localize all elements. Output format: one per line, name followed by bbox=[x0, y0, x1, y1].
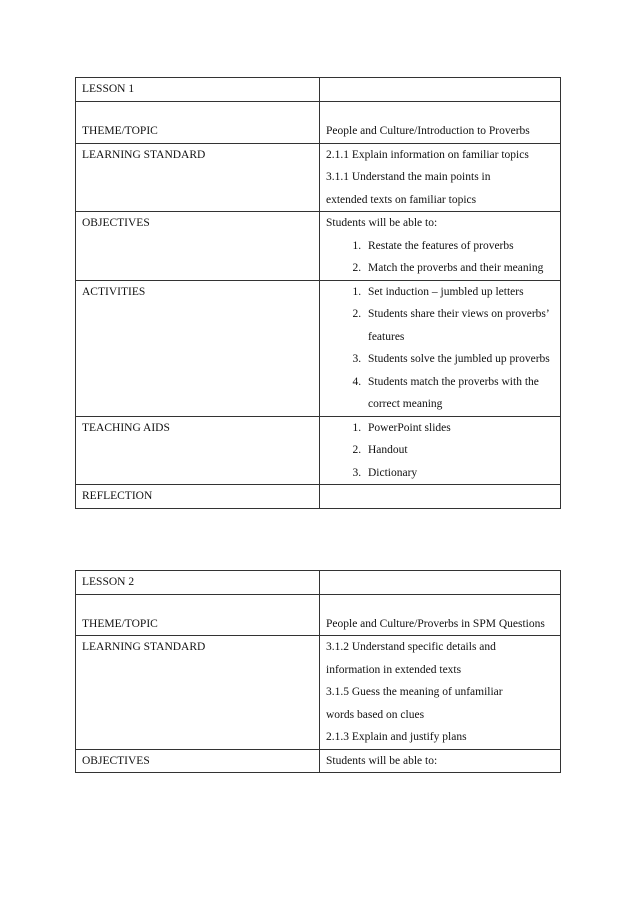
table-row bbox=[76, 212, 561, 281]
objectives-value bbox=[320, 212, 561, 281]
teaching-aids-label: TEACHING AIDS bbox=[76, 416, 320, 485]
objectives-list bbox=[326, 235, 554, 280]
lesson-title-value bbox=[320, 78, 561, 102]
reflection-value bbox=[320, 485, 561, 509]
table-row bbox=[76, 101, 561, 143]
theme-label: THEME/TOPIC bbox=[76, 101, 320, 143]
table-row bbox=[76, 416, 561, 485]
activities-value bbox=[320, 280, 561, 416]
list-item: 2. Students share their views on proverbs’ features bbox=[364, 303, 554, 348]
reflection-label: REFLECTION bbox=[76, 485, 320, 509]
learning-standard-value bbox=[320, 143, 561, 212]
activities-list bbox=[326, 281, 554, 416]
standard-line: 3.1.2 Understand specific details and bbox=[326, 641, 496, 653]
learning-standard-label: LEARNING STANDARD bbox=[76, 636, 320, 750]
table-row bbox=[76, 571, 561, 595]
table-row bbox=[76, 485, 561, 509]
theme-value: People and Culture/Proverbs in SPM Questions bbox=[320, 594, 561, 636]
table-row bbox=[76, 143, 561, 212]
lesson-title-value bbox=[320, 571, 561, 595]
theme-value: People and Culture/Introduction to Proverbs bbox=[320, 101, 561, 143]
lesson-title: LESSON 1 bbox=[76, 78, 320, 102]
lesson-2-table bbox=[75, 570, 561, 773]
list-item: 2. Match the proverbs and their meaning bbox=[364, 257, 554, 280]
learning-standard-value bbox=[320, 636, 561, 750]
objectives-value: Students will be able to: bbox=[320, 749, 561, 773]
list-item: 1. Set induction – jumbled up letters bbox=[364, 281, 554, 304]
standard-line: words based on clues bbox=[326, 708, 425, 721]
list-item: 1. PowerPoint slides bbox=[364, 417, 554, 440]
table-row bbox=[76, 749, 561, 773]
objectives-label: OBJECTIVES bbox=[76, 212, 320, 281]
table-row bbox=[76, 280, 561, 416]
standard-line: 2.1.1 Explain information on familiar topics bbox=[326, 148, 529, 161]
table-row bbox=[76, 78, 561, 102]
lesson-title: LESSON 2 bbox=[76, 571, 320, 595]
teaching-aids-value bbox=[320, 416, 561, 485]
activities-label: ACTIVITIES bbox=[76, 280, 320, 416]
table-row bbox=[76, 594, 561, 636]
list-item: 3. Dictionary bbox=[364, 462, 554, 485]
theme-label: THEME/TOPIC bbox=[76, 594, 320, 636]
learning-standard-label: LEARNING STANDARD bbox=[76, 143, 320, 212]
standard-line: 3.1.5 Guess the meaning of unfamiliar bbox=[326, 686, 503, 698]
table-row bbox=[76, 636, 561, 750]
standard-line: extended texts on familiar topics bbox=[326, 193, 477, 206]
standard-line: information in extended texts bbox=[326, 663, 462, 676]
lesson-1-table bbox=[75, 77, 561, 509]
list-item: 3. Students solve the jumbled up proverbs bbox=[364, 348, 554, 371]
standard-line: 3.1.1 Understand the main points in bbox=[326, 171, 491, 183]
teaching-aids-list bbox=[326, 417, 554, 485]
list-item: 1. Restate the features of proverbs bbox=[364, 235, 554, 258]
objectives-label: OBJECTIVES bbox=[76, 749, 320, 773]
objectives-intro: Students will be able to: bbox=[326, 217, 438, 229]
list-item: 2. Handout bbox=[364, 439, 554, 462]
standard-line: 2.1.3 Explain and justify plans bbox=[326, 731, 467, 743]
list-item: 4. Students match the proverbs with the correct meaning bbox=[364, 371, 554, 416]
